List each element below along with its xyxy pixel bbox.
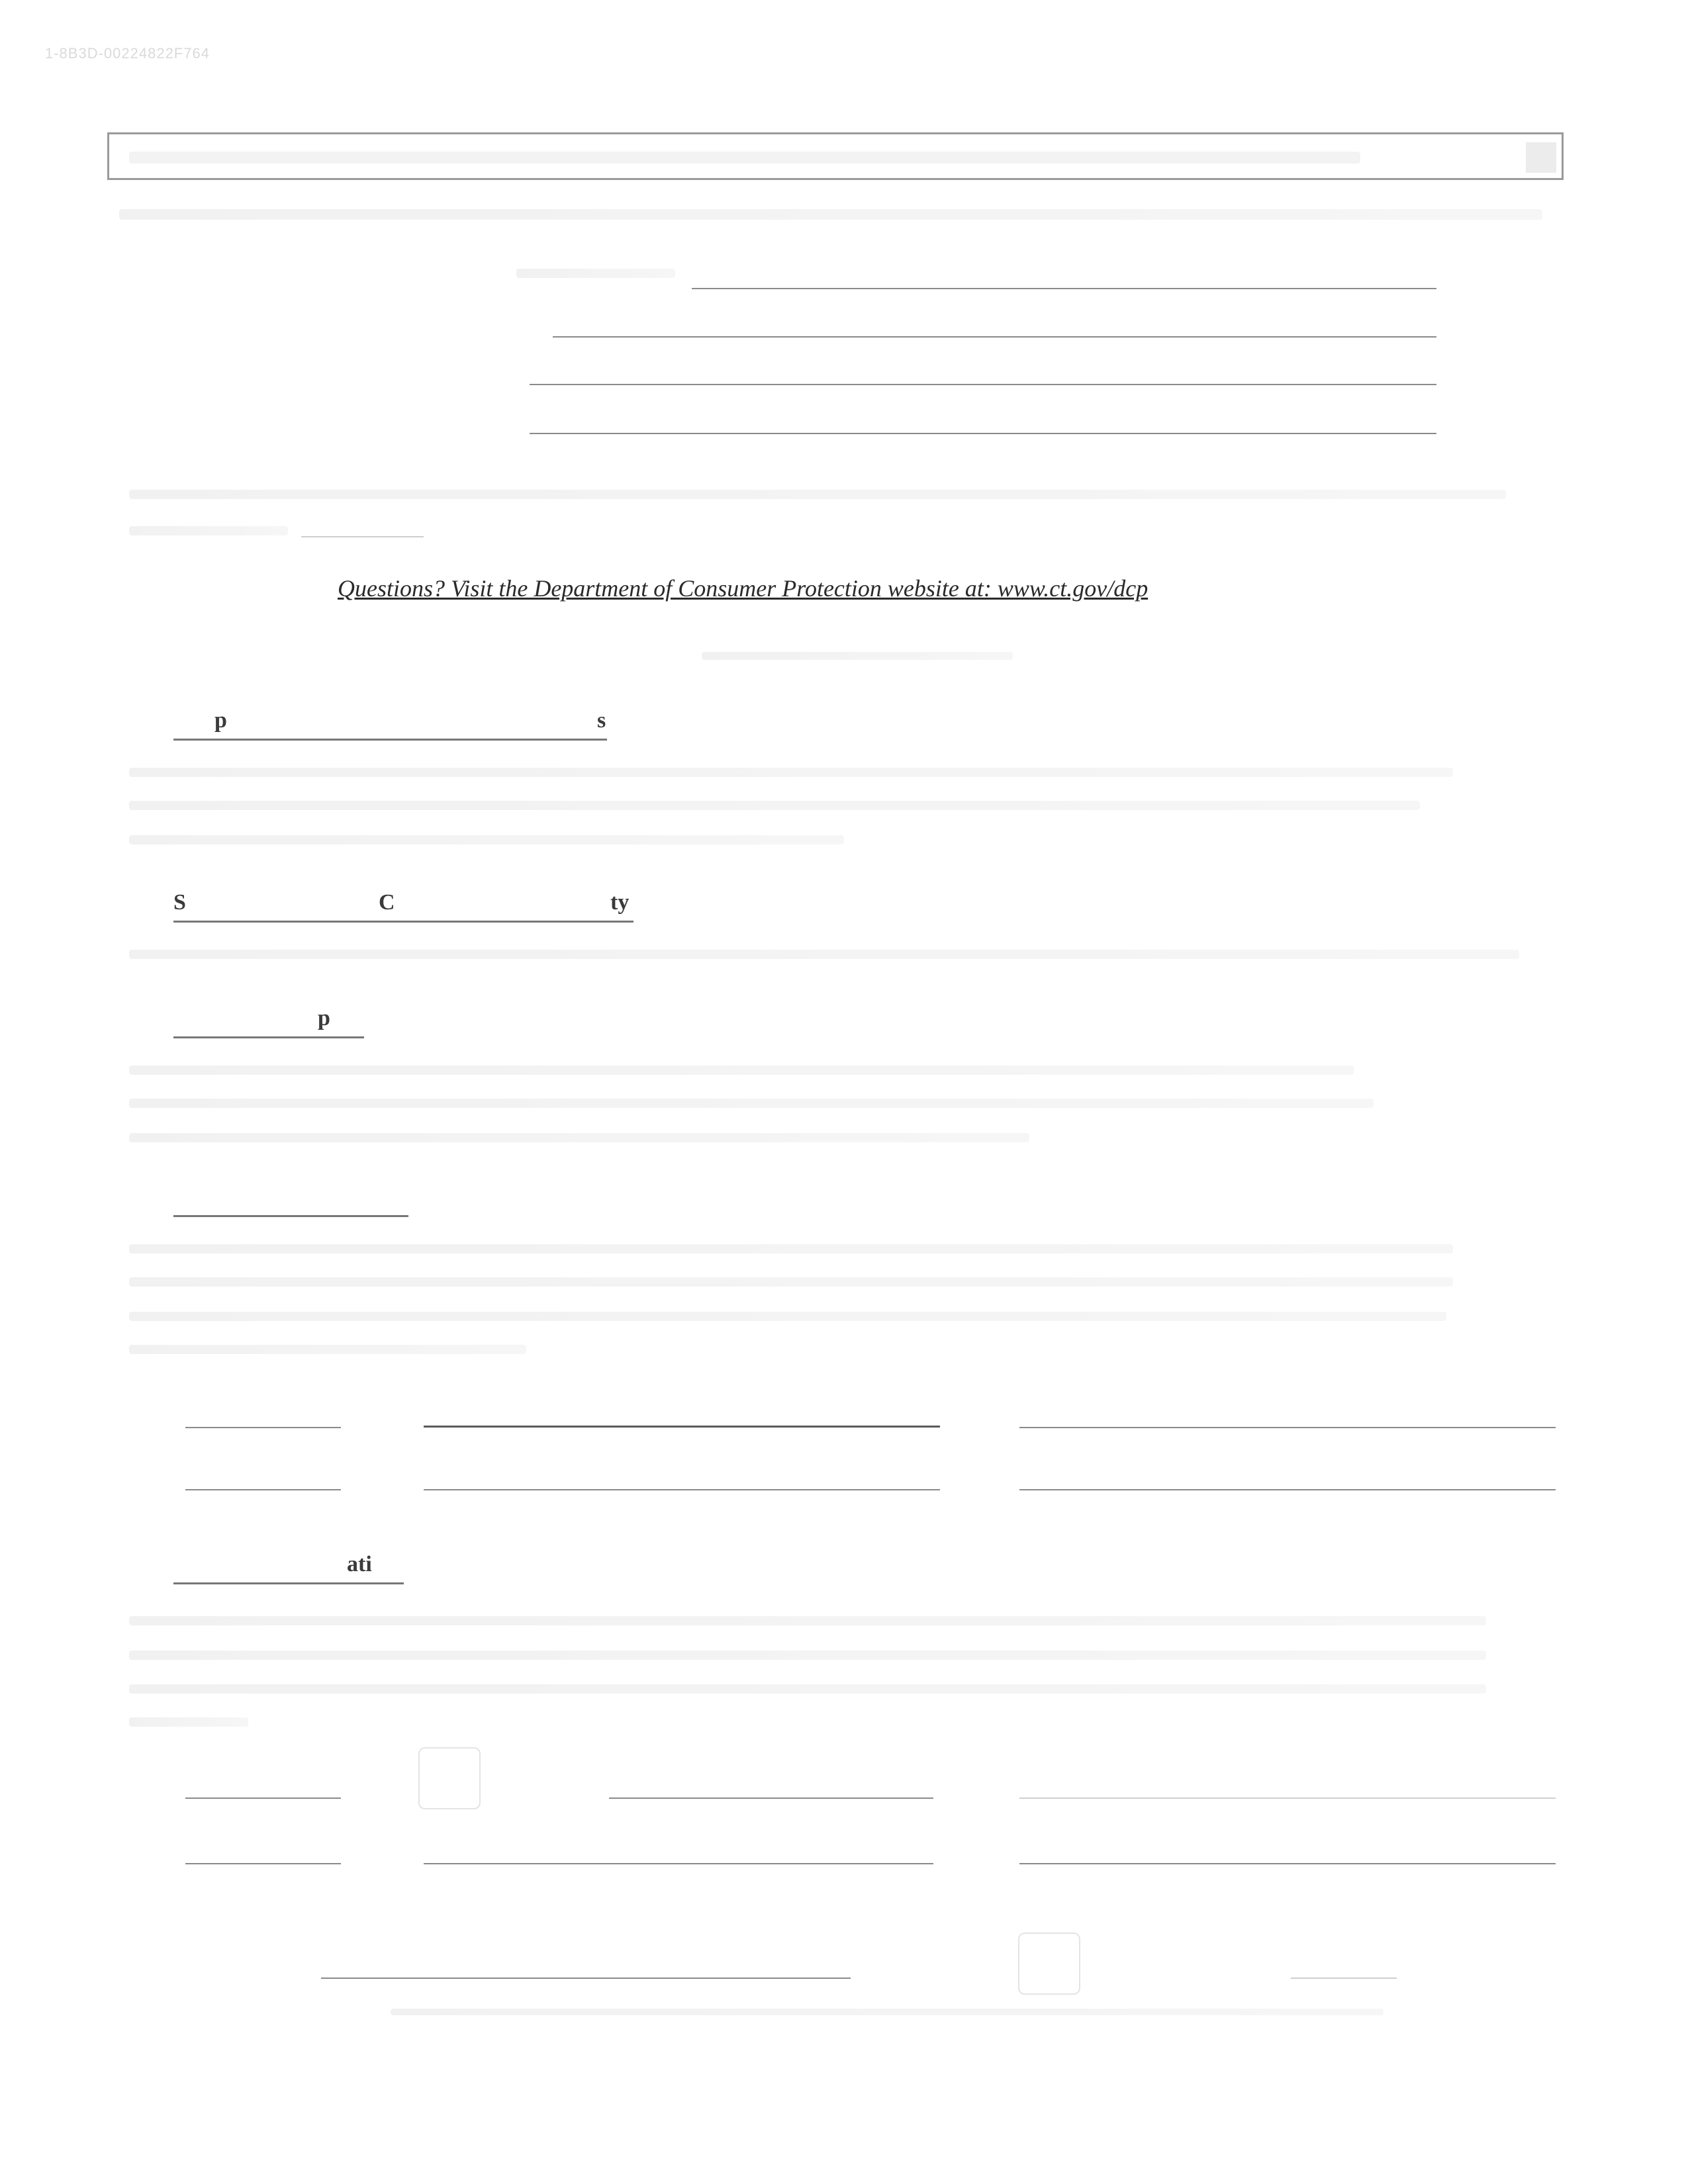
initials-line[interactable] [185, 1797, 341, 1799]
faded-body-line [129, 1651, 1486, 1660]
faded-intro-text [119, 209, 1542, 220]
section-1-heading [173, 708, 607, 741]
signature-line[interactable] [424, 1426, 940, 1428]
heading-fragment: ati [347, 1552, 372, 1576]
faded-body-line [129, 1684, 1486, 1694]
section-3-heading [173, 1006, 364, 1038]
entry-line-3[interactable] [530, 384, 1436, 385]
faded-body-line [129, 1099, 1374, 1108]
heading-fragment: C [379, 890, 395, 915]
section-5-heading [173, 1552, 404, 1584]
name-line[interactable] [1019, 1863, 1556, 1864]
name-line[interactable] [1019, 1489, 1556, 1490]
entry-line-2[interactable] [553, 336, 1436, 338]
signature-line[interactable] [424, 1863, 933, 1864]
initials-line[interactable] [185, 1427, 341, 1428]
heading-fragment: ty [610, 890, 630, 915]
entry-line-1[interactable] [692, 288, 1436, 289]
faded-paragraph-line [129, 526, 288, 535]
faded-body-line [129, 801, 1420, 810]
faded-body-line [129, 1345, 526, 1354]
stamp-mark [418, 1747, 481, 1809]
questions-link-text[interactable]: Questions? Visit the Department of Consumer Protection website at: www.ct.gov/dcp [338, 575, 1149, 602]
heading-fragment: S [173, 890, 186, 915]
section-2-heading [173, 890, 633, 923]
faded-body-line [129, 1717, 248, 1727]
faded-body-line [129, 1133, 1029, 1142]
faded-body-line [129, 1244, 1453, 1253]
faded-body-line [129, 950, 1519, 959]
initials-line[interactable] [185, 1863, 341, 1864]
faded-title-text [129, 152, 1360, 163]
faded-label [516, 269, 675, 278]
faded-corner-mark [1526, 142, 1556, 173]
faded-body-line [129, 835, 844, 844]
initials-line[interactable] [185, 1489, 341, 1490]
bottom-entry-line[interactable] [321, 1978, 851, 1979]
name-line[interactable] [1019, 1427, 1556, 1428]
entry-line-short[interactable] [301, 536, 424, 537]
name-line[interactable] [1019, 1797, 1556, 1799]
faded-paragraph-line [129, 490, 1506, 499]
faded-body-line [129, 1277, 1453, 1287]
faded-subtitle [702, 652, 1013, 660]
faded-body-line [129, 1312, 1446, 1321]
signature-line[interactable] [609, 1797, 933, 1799]
heading-fragment: s [597, 708, 606, 733]
bottom-entry-line-short[interactable] [1291, 1978, 1397, 1979]
heading-fragment: p [214, 708, 227, 733]
signature-line[interactable] [424, 1489, 940, 1490]
stamp-mark [1018, 1933, 1080, 1995]
entry-line-4[interactable] [530, 433, 1436, 434]
faded-body-line [129, 768, 1453, 777]
faded-footer-line [391, 2009, 1383, 2015]
form-title-box [107, 132, 1564, 180]
faded-body-line [129, 1066, 1354, 1075]
document-id: 1-8B3D-00224822F764 [45, 45, 210, 62]
section-4-heading [173, 1185, 408, 1217]
heading-fragment: p [318, 1006, 330, 1030]
faded-body-line [129, 1616, 1486, 1625]
